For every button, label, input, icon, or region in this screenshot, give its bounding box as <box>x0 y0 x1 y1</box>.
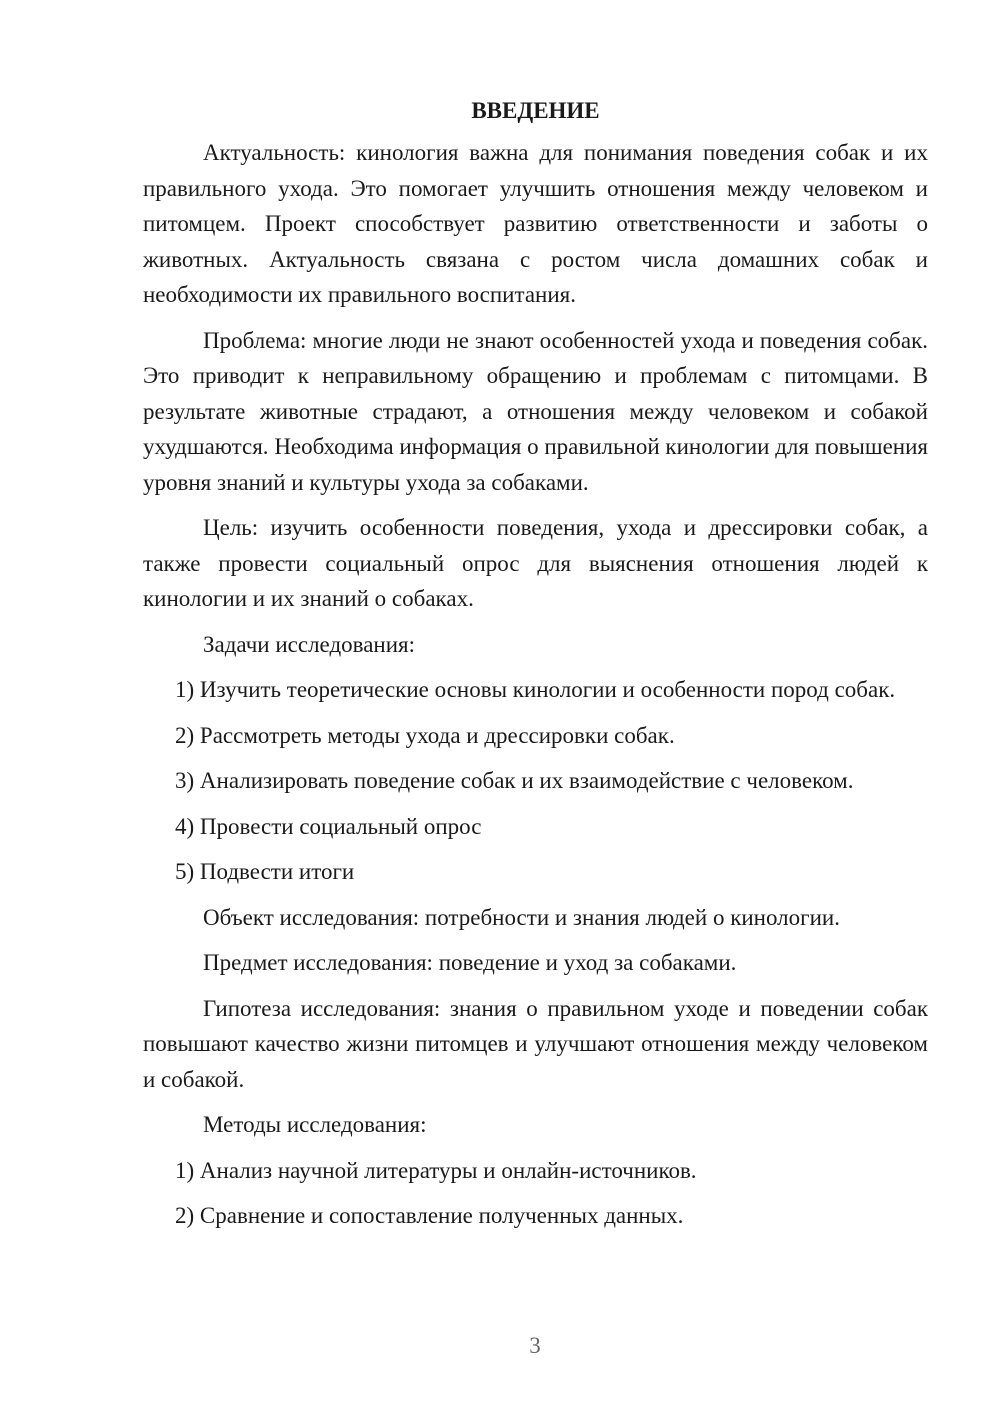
task-item: 4) Провести социальный опрос <box>175 813 482 839</box>
document-page <box>143 95 928 1244</box>
object-paragraph: Объект исследования: потребности и знания людей о кинологии. <box>203 904 840 930</box>
goal-paragraph: Цель: изучить особенности поведения, ухода и дрессировки собак, а также провести социальный опрос для выяснения отношения людей к кинологии и их знаний о собаках. <box>143 515 928 611</box>
hypothesis-paragraph: Гипотеза исследования: знания о правильном уходе и поведении собак повышают качество жизни питомцев и улучшают отношения между человеком и собакой. <box>143 995 928 1092</box>
problem-paragraph: Проблема: многие люди не знают особенностей ухода и поведения собак. Это приводит к неправильному обращению и проблемам с питомцами. В результате животные страдают, а отношения между человеком и собакой ухудшаются. Необходима информация о правильной кинологии для повышения уровня знаний и культуры ухода за собаками. <box>143 327 928 495</box>
task-item: 2) Рассмотреть методы ухода и дрессировки собак. <box>175 722 675 748</box>
task-item: 1) Изучить теоретические основы кинологии и особенности пород собак. <box>175 677 896 702</box>
tasks-heading: Задачи исследования: <box>203 631 416 657</box>
relevance-paragraph: Актуальность: кинология важна для понимания поведения собак и их правильного ухода. Это помогает улучшить отношения между человеком и питомцем. Проект способствует развитию ответственности и заботы о животных. Актуальность связана с ростом числа домашних собак и необходимости их правильного воспитания. <box>143 140 928 307</box>
method-item: 2) Сравнение и сопоставление полученных данных. <box>175 1203 684 1228</box>
task-item: 3) Анализировать поведение собак и их взаимодействие с человеком. <box>175 768 854 793</box>
page-number: 3 <box>529 1333 541 1358</box>
task-item: 5) Подвести итоги <box>175 859 355 884</box>
methods-heading: Методы исследования: <box>203 1112 427 1137</box>
section-title: ВВЕДЕНИЕ <box>471 98 600 123</box>
subject-paragraph: Предмет исследования: поведение и уход за собаками. <box>203 950 737 975</box>
method-item: 1) Анализ научной литературы и онлайн-источников. <box>175 1157 697 1183</box>
